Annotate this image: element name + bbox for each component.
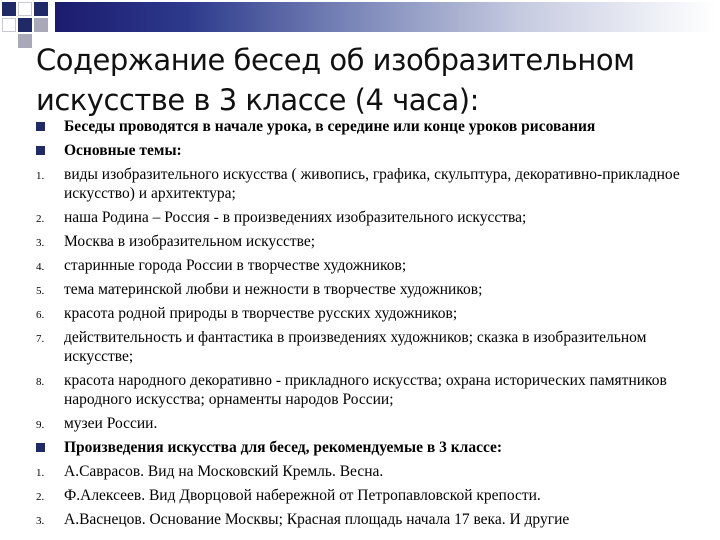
item-number: 1. (36, 170, 45, 182)
numbered-item (36, 256, 696, 275)
item-number: 4. (36, 261, 45, 273)
decor-square (2, 18, 16, 32)
item-number: 1. (36, 467, 45, 479)
item-number: 8. (36, 376, 45, 388)
numbered-item (36, 371, 696, 409)
numbered-item (36, 510, 696, 529)
item-text: наша Родина – Россия - в произведениях изобразительного искусства; (64, 209, 527, 226)
item-number: 6. (36, 309, 45, 321)
square-bullet-icon (36, 146, 45, 155)
item-text: Произведения искусства для бесед, рекомендуемые в 3 классе: (64, 439, 503, 456)
item-text: Основные темы: (64, 142, 182, 159)
item-text: виды изобразительного искусства ( живопись, графика, скульптура, декоративно-прикладное искусство) и архитектура; (64, 166, 680, 202)
slide-content (36, 117, 696, 534)
item-text: Москва в изобразительном искусстве; (64, 233, 316, 250)
item-text: тема материнской любви и нежности в творчестве художников; (64, 281, 483, 298)
bullet-item (36, 438, 696, 457)
decor-square (2, 2, 16, 16)
item-text: Беседы проводятся в начале урока, в середине или конце уроков рисования (64, 118, 596, 135)
item-text: красота народного декоративно - прикладного искусства; охрана исторических памятников народного искусства; орнаменты народов России; (64, 372, 667, 408)
item-number: 2. (36, 491, 45, 503)
numbered-item (36, 304, 696, 323)
item-text: старинные города России в творчестве художников; (64, 257, 407, 274)
item-text: красота родной природы в творчестве русских художников; (64, 305, 458, 322)
item-text: А.Саврасов. Вид на Московский Кремль. Весна. (64, 463, 384, 480)
decor-square (34, 18, 48, 32)
item-text: А.Васнецов. Основание Москвы; Красная площадь начала 17 века. И другие (64, 511, 570, 528)
item-number: 7. (36, 333, 45, 345)
numbered-item (36, 165, 696, 203)
item-number: 3. (36, 237, 45, 249)
item-text: действительность и фантастика в произведениях художников; сказка в изобразительном искусстве; (64, 329, 647, 365)
decor-square (34, 2, 48, 16)
header-gradient-band (55, 2, 715, 32)
numbered-item (36, 232, 696, 251)
item-number: 9. (36, 419, 45, 431)
item-number: 3. (36, 515, 45, 527)
item-text: музеи России. (64, 415, 158, 432)
numbered-item (36, 486, 696, 505)
slide-title: Содержание бесед об изобразительном искусстве в 3 классе (4 часа): (36, 43, 635, 117)
decor-square (18, 18, 32, 32)
numbered-item (36, 414, 696, 433)
square-bullet-icon (36, 443, 45, 452)
decor-square (18, 34, 32, 48)
numbered-item (36, 462, 696, 481)
numbered-item (36, 208, 696, 227)
item-number: 5. (36, 285, 45, 297)
numbered-item (36, 280, 696, 299)
square-bullet-icon (36, 122, 45, 131)
item-number: 2. (36, 213, 45, 225)
bullet-item (36, 141, 696, 160)
bullet-item (36, 117, 696, 136)
numbered-item (36, 328, 696, 366)
decor-square (18, 2, 32, 16)
item-text: Ф.Алексеев. Вид Дворцовой набережной от Петропавловской крепости. (64, 487, 541, 504)
